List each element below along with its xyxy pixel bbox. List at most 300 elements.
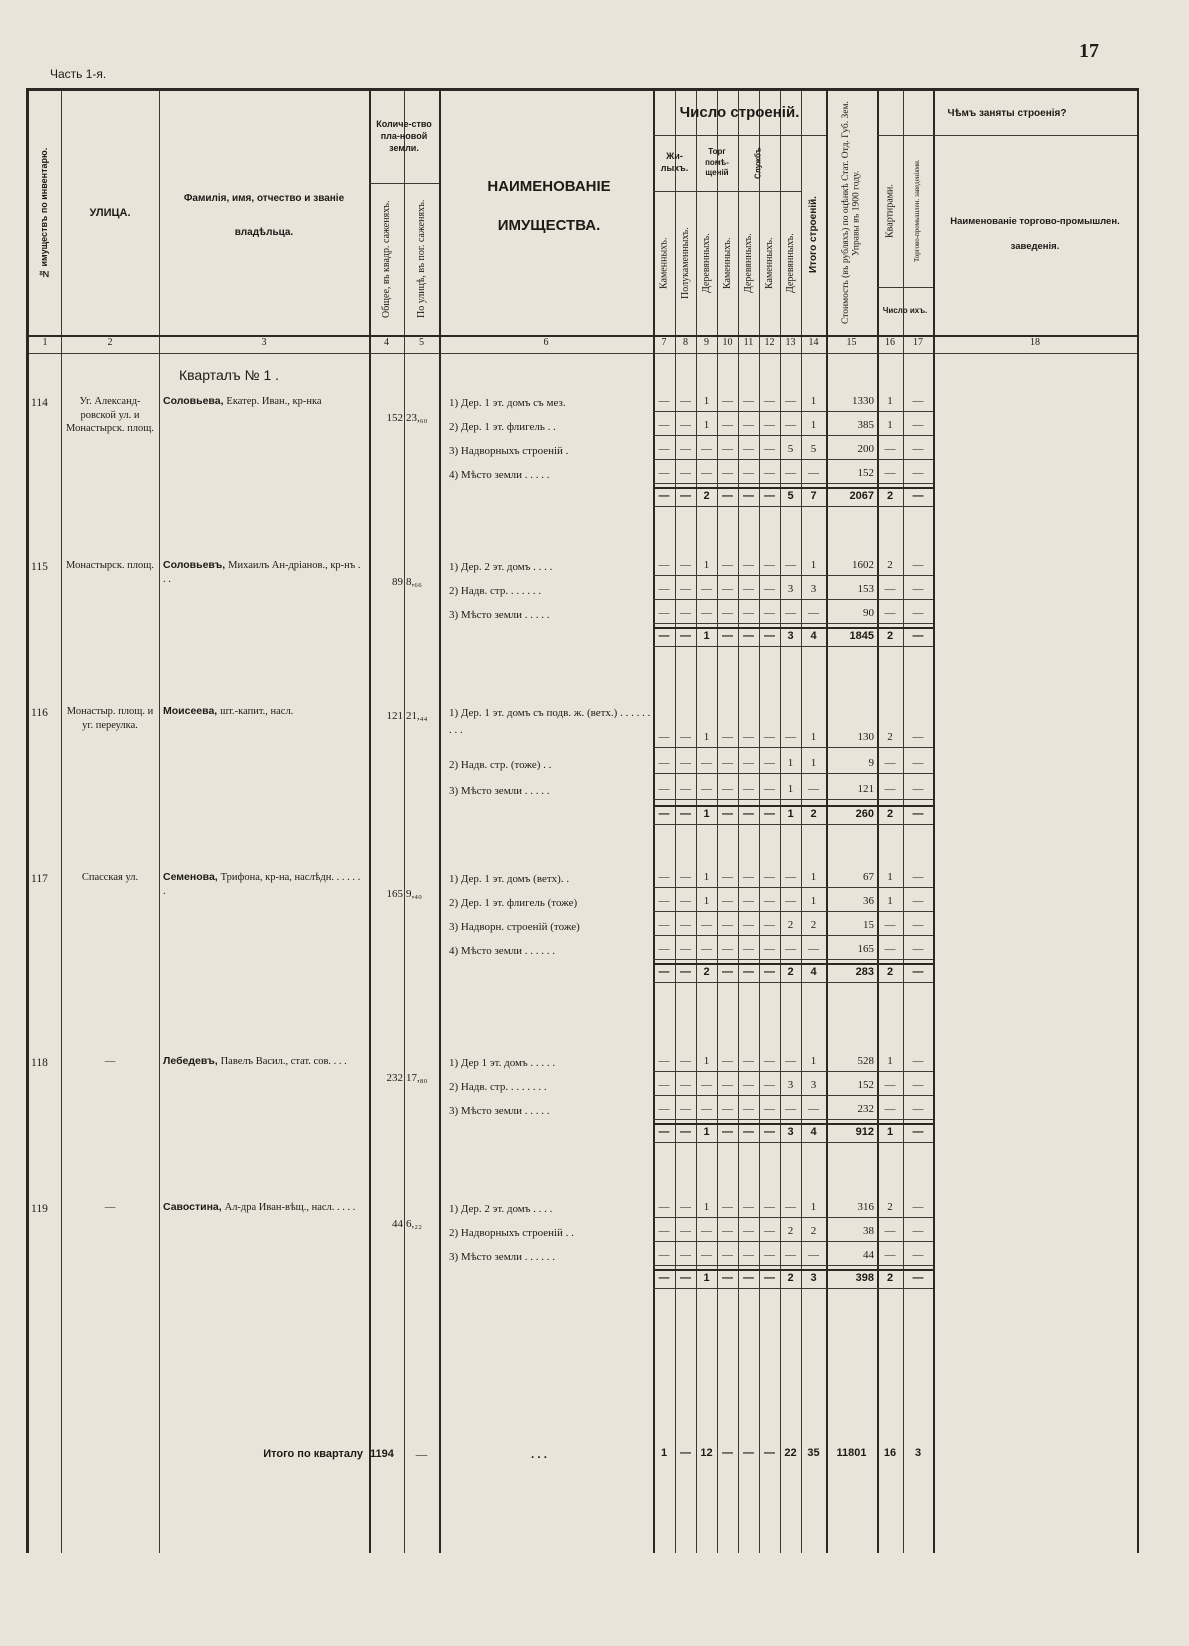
total-cell-c9: 2 <box>703 966 710 978</box>
record-street: — <box>104 1056 116 1067</box>
total-cell-c11: — <box>743 1272 754 1284</box>
item-cell-c10: — <box>722 395 733 407</box>
item-underline <box>653 435 933 436</box>
item-cell-c15: 165 <box>857 943 874 955</box>
total-cell-c15: 398 <box>855 1272 874 1284</box>
item-cell-c12: — <box>764 1079 775 1091</box>
item-cell-c12: — <box>764 607 775 619</box>
item-underline <box>653 1095 933 1096</box>
item-cell-c16: 1 <box>887 895 893 907</box>
header-col13: Деревянныхъ. <box>785 233 796 293</box>
item-cell-c13: — <box>785 731 796 743</box>
item-cell-c9: — <box>701 467 712 479</box>
header-col9: Деревянныхъ. <box>701 233 712 293</box>
item-cell-c10: — <box>722 467 733 479</box>
quarter-total-c11: — <box>743 1447 754 1459</box>
total-cell-c11: — <box>743 630 754 642</box>
item-cell-c15: 528 <box>857 1055 874 1067</box>
item-cell-c8: — <box>680 443 691 455</box>
item-cell-c11: — <box>743 583 754 595</box>
column-number: 8 <box>683 337 688 348</box>
item-cell-c15: 152 <box>857 467 874 479</box>
total-underline <box>653 982 933 983</box>
record-owner <box>163 559 365 586</box>
record-area: 44 <box>392 1218 403 1230</box>
item-cell-c7: — <box>658 583 670 595</box>
total-cell-c7: — <box>658 490 670 502</box>
header-owner: Фамилія, имя, отчество и званіе владѣльца. <box>183 193 345 238</box>
owner-details: Михаилъ Ан-дріанов., кр-нъ . . . <box>163 560 361 585</box>
total-cell-c15: 912 <box>855 1126 874 1138</box>
item-cell-c7: — <box>658 1103 670 1115</box>
item-cell-c16: 1 <box>887 419 893 431</box>
column-number: 14 <box>808 337 819 348</box>
item-cell-c17: — <box>912 583 924 595</box>
item-name: 3) Мѣсто земли . . . . . <box>449 785 550 797</box>
item-cell-c17: — <box>912 1079 924 1091</box>
item-cell-c10: — <box>722 1201 733 1213</box>
item-cell-c13: — <box>785 895 796 907</box>
quarter-total-name: . . . <box>531 1449 547 1461</box>
total-cell-c7: — <box>658 630 670 642</box>
item-cell-c8: — <box>680 1225 691 1237</box>
record-street: Монастыр. площ. и уг. переулка. <box>66 706 154 731</box>
item-cell-c7: — <box>658 757 670 769</box>
total-cell-c13: 2 <box>787 966 794 978</box>
item-cell-c10: — <box>722 419 733 431</box>
record-area: 121 <box>386 710 403 722</box>
item-cell-c17: — <box>912 1201 924 1213</box>
ledger-table <box>26 88 1139 1553</box>
item-cell-c16: — <box>884 1079 896 1091</box>
item-cell-c16: — <box>884 467 896 479</box>
record-owner <box>163 1055 365 1069</box>
record-number: 117 <box>31 873 48 885</box>
item-cell-c17: — <box>912 783 924 795</box>
item-cell-c14: 3 <box>810 1079 817 1091</box>
total-cell-c10: — <box>722 490 733 502</box>
item-cell-c11: — <box>743 731 754 743</box>
item-cell-c9: — <box>701 583 712 595</box>
item-cell-c9: 1 <box>703 559 710 571</box>
record-number: 116 <box>31 707 48 719</box>
item-cell-c11: — <box>743 1201 754 1213</box>
item-cell-c7: — <box>658 419 670 431</box>
item-cell-c13: 2 <box>787 919 794 931</box>
column-number: 18 <box>1030 337 1040 348</box>
total-cell-c16: 1 <box>886 1126 894 1138</box>
item-cell-c9: — <box>701 783 712 795</box>
item-cell-c9: 1 <box>703 1201 710 1213</box>
column-number: 11 <box>743 337 754 348</box>
item-underline <box>653 773 933 774</box>
total-cell-c16: 2 <box>886 490 894 502</box>
item-cell-c9: — <box>701 1079 712 1091</box>
item-name: 2) Дер. 1 эт. флигель . . <box>449 421 556 433</box>
item-name: 3) Мѣсто земли . . . . . <box>449 609 550 621</box>
item-underline <box>653 1071 933 1072</box>
item-cell-c16: — <box>884 919 896 931</box>
header-col12: Каменныхъ. <box>764 237 775 289</box>
total-rule <box>653 627 933 629</box>
item-cell-c14: 1 <box>810 419 817 431</box>
item-cell-c17: — <box>912 895 924 907</box>
item-cell-c7: — <box>658 895 670 907</box>
total-cell-c15: 1845 <box>849 630 874 642</box>
total-cell-c17: — <box>912 808 924 820</box>
item-cell-c17: — <box>912 1225 924 1237</box>
owner-surname: Семенова, <box>163 871 221 883</box>
item-cell-c10: — <box>722 559 733 571</box>
item-cell-c10: — <box>722 1225 733 1237</box>
item-cell-c13: — <box>785 1103 796 1115</box>
column-number: 1 <box>42 337 48 348</box>
total-underline <box>653 646 933 647</box>
item-cell-c12: — <box>764 895 775 907</box>
item-underline <box>653 459 933 460</box>
item-cell-c11: — <box>743 607 754 619</box>
item-underline <box>653 887 933 888</box>
item-cell-c15: 44 <box>863 1249 874 1261</box>
item-cell-c10: — <box>722 783 733 795</box>
item-cell-c7: — <box>658 1201 670 1213</box>
item-cell-c14: 1 <box>810 1201 817 1213</box>
total-cell-c7: — <box>658 966 670 978</box>
item-cell-c14: — <box>808 1103 819 1115</box>
record-frontage: 6,₂₂ <box>406 1218 422 1230</box>
item-cell-c12: — <box>764 1055 775 1067</box>
item-name: 1) Дер. 2 эт. домъ . . . . <box>449 561 553 573</box>
item-cell-c12: — <box>764 943 775 955</box>
total-rule <box>653 1123 933 1125</box>
item-cell-c8: — <box>680 467 691 479</box>
item-cell-c12: — <box>764 419 775 431</box>
item-cell-c8: — <box>680 1103 691 1115</box>
item-cell-c13: — <box>785 1055 796 1067</box>
record-number: 115 <box>31 561 48 573</box>
total-cell-c11: — <box>743 808 754 820</box>
item-cell-c12: — <box>764 1201 775 1213</box>
item-cell-c14: 1 <box>810 895 817 907</box>
item-cell-c10: — <box>722 871 733 883</box>
item-cell-c14: — <box>808 783 819 795</box>
total-cell-c12: — <box>764 630 775 642</box>
item-cell-c17: — <box>912 467 924 479</box>
quarter-total-c9: 12 <box>700 1447 713 1459</box>
item-cell-c16: 1 <box>887 395 893 407</box>
total-cell-c17: — <box>912 1272 924 1284</box>
item-underline <box>653 623 933 624</box>
item-cell-c15: 152 <box>857 1079 874 1091</box>
total-cell-c9: 1 <box>703 1272 710 1284</box>
column-number: 5 <box>419 337 424 348</box>
total-cell-c16: 2 <box>886 808 894 820</box>
record-frontage: 21,₄₄ <box>406 710 428 722</box>
item-cell-c15: 36 <box>863 895 874 907</box>
header-commercial: Торг помѣ-щеній <box>705 147 729 178</box>
owner-details: Ал-дра Иван-вѣщ., насл. . . . . <box>224 1202 356 1213</box>
item-cell-c8: — <box>680 919 691 931</box>
total-rule <box>653 1269 933 1271</box>
column-number: 16 <box>885 337 895 348</box>
item-name: 1) Дер. 1 эт. домъ съ подв. ж. (ветх.) . . . . . . . . . <box>449 707 651 736</box>
page-number: 17 <box>1079 40 1099 62</box>
item-cell-c12: — <box>764 731 775 743</box>
item-cell-c14: 1 <box>810 871 817 883</box>
item-cell-c13: — <box>785 943 796 955</box>
item-cell-c13: — <box>785 871 796 883</box>
header-col10: Каменныхъ. <box>722 237 733 289</box>
item-cell-c16: — <box>884 443 896 455</box>
total-cell-c11: — <box>743 490 754 502</box>
item-cell-c8: — <box>680 943 691 955</box>
record-area: 152 <box>386 412 403 424</box>
item-cell-c9: — <box>701 1103 712 1115</box>
item-cell-c16: — <box>884 607 896 619</box>
item-underline <box>653 1217 933 1218</box>
column-number: 12 <box>764 337 775 348</box>
item-cell-c14: 1 <box>810 559 817 571</box>
total-cell-c13: 1 <box>787 808 794 820</box>
item-cell-c16: 2 <box>887 731 893 743</box>
item-cell-c8: — <box>680 1249 691 1261</box>
item-cell-c17: — <box>912 871 924 883</box>
record-number: 119 <box>31 1203 48 1215</box>
item-cell-c9: 1 <box>703 895 710 907</box>
item-cell-c14: 5 <box>810 443 817 455</box>
item-name: 3) Мѣсто земли . . . . . . <box>449 1251 556 1263</box>
item-cell-c10: — <box>722 1249 733 1261</box>
item-cell-c13: — <box>785 419 796 431</box>
total-cell-c10: — <box>722 966 733 978</box>
item-cell-c14: 1 <box>810 395 817 407</box>
item-cell-c8: — <box>680 1201 691 1213</box>
item-cell-c10: — <box>722 1079 733 1091</box>
item-cell-c16: 1 <box>887 1055 893 1067</box>
item-cell-c8: — <box>680 731 691 743</box>
item-cell-c17: — <box>912 1103 924 1115</box>
item-underline <box>653 1241 933 1242</box>
owner-surname: Савостина, <box>163 1201 225 1213</box>
item-name: 2) Надв. стр. (тоже) . . <box>449 759 552 771</box>
total-cell-c14: 2 <box>810 808 817 820</box>
total-rule <box>653 963 933 965</box>
item-cell-c14: — <box>808 943 819 955</box>
item-cell-c7: — <box>658 1225 670 1237</box>
item-cell-c13: 2 <box>787 1225 794 1237</box>
item-cell-c15: 121 <box>857 783 874 795</box>
record-street: Спасская ул. <box>81 872 139 883</box>
item-cell-c16: — <box>884 783 896 795</box>
item-cell-c8: — <box>680 871 691 883</box>
total-cell-c7: — <box>658 1126 670 1138</box>
item-underline <box>653 411 933 412</box>
item-name: 2) Надв. стр. . . . . . . . <box>449 1081 547 1093</box>
item-cell-c10: — <box>722 943 733 955</box>
record-number: 114 <box>31 397 48 409</box>
item-cell-c13: 5 <box>787 443 794 455</box>
item-cell-c12: — <box>764 559 775 571</box>
item-cell-c15: 232 <box>857 1103 874 1115</box>
quarter-total-c15: 11801 <box>836 1447 867 1459</box>
record-owner <box>163 871 365 898</box>
item-cell-c10: — <box>722 1103 733 1115</box>
item-cell-c14: 3 <box>810 583 817 595</box>
header-col16: Квартирами. <box>884 184 896 238</box>
item-underline <box>653 483 933 484</box>
item-cell-c8: — <box>680 757 691 769</box>
total-underline <box>653 506 933 507</box>
item-name: 4) Мѣсто земли . . . . . . <box>449 945 556 957</box>
item-cell-c11: — <box>743 1225 754 1237</box>
total-cell-c13: 5 <box>787 490 794 502</box>
owner-details: Екатер. Иван., кр-нка <box>226 396 322 407</box>
total-cell-c9: 2 <box>703 490 710 502</box>
header-property: НАИМЕНОВАНІЕ ИМУЩЕСТВА. <box>487 178 611 234</box>
item-name: 2) Дер. 1 эт. флигель (тоже) <box>449 897 578 909</box>
record-area: 89 <box>392 576 403 588</box>
total-cell-c11: — <box>743 1126 754 1138</box>
item-cell-c9: — <box>701 757 712 769</box>
item-underline <box>653 1265 933 1266</box>
item-name: 3) Надворныхъ строеній . <box>449 445 569 457</box>
item-cell-c13: — <box>785 1201 796 1213</box>
quarter-total-label: Итого по кварталу <box>263 1448 363 1460</box>
total-underline <box>653 824 933 825</box>
header-col17: Торгово-промышлен. заведеніями. <box>913 159 922 263</box>
owner-details: Трифона, кр-на, наслѣдн. . . . . . . <box>163 872 361 897</box>
item-cell-c7: — <box>658 1055 670 1067</box>
item-cell-c17: — <box>912 607 924 619</box>
total-cell-c13: 3 <box>787 630 794 642</box>
record-owner <box>163 1201 365 1215</box>
item-cell-c15: 67 <box>863 871 874 883</box>
column-number: 3 <box>261 337 267 348</box>
total-cell-c14: 7 <box>810 490 817 502</box>
header-buildings-group: Число строеній. <box>679 104 800 122</box>
header-residential: Жи-лыхъ. <box>660 151 689 173</box>
item-cell-c14: — <box>808 607 819 619</box>
total-cell-c12: — <box>764 490 775 502</box>
item-cell-c15: 38 <box>863 1225 874 1237</box>
owner-surname: Соловьева, <box>163 395 227 407</box>
item-cell-c13: — <box>785 467 796 479</box>
item-cell-c17: — <box>912 395 924 407</box>
item-cell-c11: — <box>743 871 754 883</box>
item-cell-c13: 1 <box>787 783 794 795</box>
total-cell-c14: 4 <box>810 630 817 642</box>
record-frontage: 8,₆₆ <box>406 576 422 588</box>
total-cell-c10: — <box>722 808 733 820</box>
item-cell-c13: — <box>785 607 796 619</box>
item-cell-c8: — <box>680 783 691 795</box>
total-cell-c16: 2 <box>886 966 894 978</box>
item-cell-c11: — <box>743 1055 754 1067</box>
total-cell-c17: — <box>912 630 924 642</box>
item-cell-c12: — <box>764 1249 775 1261</box>
column-number: 4 <box>384 337 389 348</box>
column-number: 2 <box>107 337 113 348</box>
total-cell-c17: — <box>912 490 924 502</box>
total-cell-c7: — <box>658 1272 670 1284</box>
item-cell-c7: — <box>658 467 670 479</box>
total-cell-c13: 2 <box>787 1272 794 1284</box>
column-number: 6 <box>543 337 549 348</box>
quarter-total-c14: 35 <box>807 1447 820 1459</box>
header-col1: № имуществъ по инвентарю. <box>39 147 50 279</box>
column-number: 13 <box>785 337 796 348</box>
item-cell-c14: 1 <box>810 757 817 769</box>
item-name: 2) Надворныхъ строеній . . <box>449 1227 574 1239</box>
item-cell-c17: — <box>912 731 924 743</box>
owner-details: шт.-капит., насл. <box>220 706 294 717</box>
header-col18: Наименованіе торгово-промышлен. заведенія. <box>950 216 1120 252</box>
item-cell-c16: 1 <box>887 871 893 883</box>
item-cell-c17: — <box>912 757 924 769</box>
total-cell-c8: — <box>680 966 691 978</box>
item-cell-c8: — <box>680 1079 691 1091</box>
item-cell-c9: — <box>701 443 712 455</box>
quarter-total-c7: 1 <box>660 1447 668 1459</box>
item-cell-c15: 1330 <box>852 395 874 407</box>
item-cell-c17: — <box>912 1249 924 1261</box>
total-cell-c13: 3 <box>787 1126 794 1138</box>
column-number: 10 <box>722 337 733 348</box>
total-cell-c8: — <box>680 1272 691 1284</box>
item-cell-c8: — <box>680 895 691 907</box>
item-cell-c9: 1 <box>703 395 710 407</box>
item-cell-c11: — <box>743 395 754 407</box>
item-cell-c15: 9 <box>868 757 874 769</box>
item-cell-c10: — <box>722 919 733 931</box>
item-cell-c14: 2 <box>810 919 817 931</box>
item-cell-c14: — <box>808 1249 819 1261</box>
total-cell-c9: 1 <box>703 630 710 642</box>
item-underline <box>653 599 933 600</box>
item-cell-c8: — <box>680 607 691 619</box>
item-cell-c17: — <box>912 419 924 431</box>
item-cell-c14: — <box>808 467 819 479</box>
column-number: 7 <box>661 337 667 348</box>
item-name: 1) Дер. 1 эт. домъ съ мез. <box>449 397 566 409</box>
item-cell-c17: — <box>912 559 924 571</box>
header-col11: Деревянныхъ. <box>743 233 754 293</box>
record-area: 165 <box>386 888 403 900</box>
item-cell-c11: — <box>743 1079 754 1091</box>
item-cell-c12: — <box>764 919 775 931</box>
item-cell-c9: — <box>701 943 712 955</box>
item-cell-c12: — <box>764 443 775 455</box>
item-name: 1) Дер. 2 эт. домъ . . . . <box>449 1203 553 1215</box>
item-cell-c7: — <box>658 1249 670 1261</box>
item-cell-c8: — <box>680 1055 691 1067</box>
record-number: 118 <box>31 1057 48 1069</box>
quarter-total-c12: — <box>764 1447 775 1459</box>
total-cell-c10: — <box>722 1272 733 1284</box>
header-col5: По улицѣ, въ пог. саженяхъ. <box>416 199 427 319</box>
total-cell-c17: — <box>912 1126 924 1138</box>
item-cell-c8: — <box>680 583 691 595</box>
item-cell-c7: — <box>658 607 670 619</box>
item-cell-c16: — <box>884 943 896 955</box>
item-cell-c17: — <box>912 443 924 455</box>
item-cell-c7: — <box>658 731 670 743</box>
item-cell-c15: 153 <box>857 583 874 595</box>
total-cell-c15: 2067 <box>849 490 874 502</box>
record-street: Монастырск. площ. <box>66 560 154 571</box>
item-cell-c8: — <box>680 419 691 431</box>
item-cell-c8: — <box>680 395 691 407</box>
